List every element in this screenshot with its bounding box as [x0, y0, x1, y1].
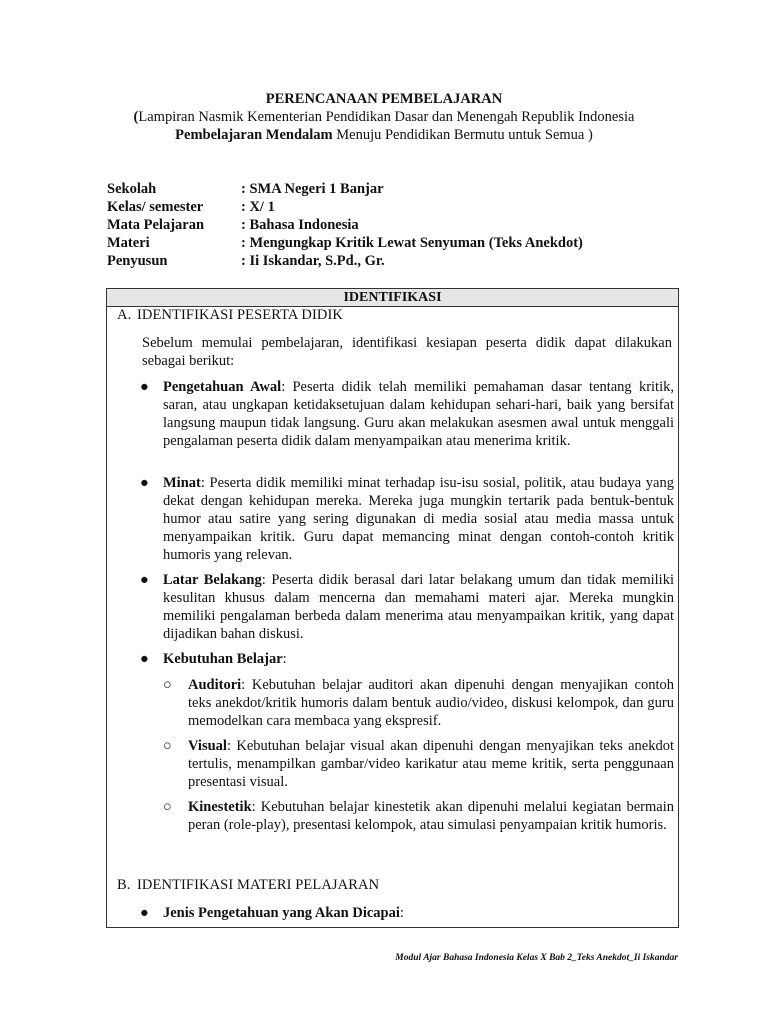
info-row-kelas: [107, 198, 707, 216]
info-value: : SMA Negeri 1 Banjar: [241, 181, 384, 197]
subbullet-text: : Kebutuhan belajar visual akan dipenuhi dengan menyajikan teks anekdot tertulis, menampilkan gambar/video karikatur atau meme kritik, serta penggunaan presentasi visual.: [188, 738, 674, 790]
sub-list-item: [163, 737, 674, 791]
sub-list-item: [163, 798, 674, 834]
document-subtitle-line2: [0, 127, 768, 144]
info-value: : Mengungkap Kritik Lewat Senyuman (Teks Anekdot): [241, 235, 583, 251]
bullet-text: :: [282, 651, 287, 667]
hollow-circle-bullet-icon: ○: [163, 738, 172, 754]
subtitle-line1-text: Lampiran Nasmik Kementerian Pendidikan Dasar dan Menengah Republik Indonesia: [138, 109, 635, 125]
filled-circle-bullet-icon: ●: [140, 572, 149, 588]
info-value: : Ii Iskandar, S.Pd., Gr.: [241, 253, 385, 269]
subtitle-bold-text: Pembelajaran Mendalam: [175, 127, 333, 143]
bullet-text: : Peserta didik berasal dari latar belakang umum dan tidak memiliki kesulitan khusus dalam mencerna dan memahami materi ajar. Mereka mungkin memiliki pengalaman berbeda dalam menerima atau menyampaikan kritik, yang dapat dijadikan bahan diskusi.: [163, 572, 674, 642]
subbullet-text: : Kebutuhan belajar kinestetik akan dipenuhi melalui kegiatan bermain peran (role-play), presentasi kelompok, atau simulasi penyampaian kritik humoris.: [188, 799, 674, 833]
bullet-term: Minat: [163, 475, 201, 491]
filled-circle-bullet-icon: ●: [140, 905, 149, 921]
filled-circle-bullet-icon: ●: [140, 379, 149, 395]
section-label: B.: [117, 877, 131, 893]
list-item: [140, 474, 674, 564]
intro-paragraph: Sebelum memulai pembelajaran, identifikasi kesiapan peserta didik dapat dilakukan sebagai berikut:: [142, 335, 672, 369]
subbullet-text: : Kebutuhan belajar auditori akan dipenuhi dengan menyajikan contoh teks anekdot/kritik humoris dalam bentuk audio/video, diskusi kelompok, dan guru memodelkan cara membaca yang ekspresif.: [188, 677, 674, 729]
info-value: : Bahasa Indonesia: [241, 217, 359, 233]
sub-list-item: [163, 676, 674, 730]
list-item: [140, 571, 674, 643]
filled-circle-bullet-icon: ●: [140, 475, 149, 491]
info-key: Penyusun: [107, 253, 168, 269]
bullet-text: : Peserta didik memiliki minat terhadap isu-isu sosial, politik, atau budaya yang dekat dengan kehidupan mereka. Mereka juga mungkin tertarik pada bentuk-bentuk humor atau satire yang sering digunakan di media sosial atau media massa untuk menyampaikan kritik. Guru dapat memancing minat dengan contoh-contoh kritik humoris yang relevan.: [163, 475, 674, 563]
bullet-text: :: [399, 905, 404, 921]
info-value: : X/ 1: [241, 199, 275, 215]
hollow-circle-bullet-icon: ○: [163, 677, 172, 693]
document-subtitle-line1: [0, 109, 768, 126]
info-row-sekolah: [107, 180, 707, 198]
bullet-term: Latar Belakang: [163, 572, 262, 588]
section-b-title: [117, 877, 379, 894]
bullet-term: Pengetahuan Awal: [163, 379, 282, 395]
info-table: [107, 180, 707, 270]
info-key: Kelas/ semester: [107, 199, 204, 215]
section-title-text: IDENTIFIKASI PESERTA DIDIK: [137, 307, 343, 323]
info-row-materi: [107, 234, 707, 252]
section-label: A.: [117, 307, 132, 323]
list-item: [140, 904, 674, 922]
info-row-penyusun: [107, 252, 707, 270]
list-item: [140, 650, 674, 668]
identifikasi-box: [106, 288, 679, 928]
subbullet-term: Visual: [188, 738, 227, 754]
page-footer: Modul Ajar Bahasa Indonesia Kelas X Bab 2_Teks Anekdot_Ii Iskandar: [395, 953, 678, 963]
subtitle-open-paren: (: [133, 109, 139, 125]
bullet-text: : Peserta didik telah memiliki pemahaman dasar tentang kritik, saran, atau ungkapan ketidaksetujuan dalam kehidupan sehari-hari, baik yang bersifat langsung maupun tidak langsung. Guru akan melakukan asesmen awal untuk menggali pengalaman peserta didik dalam menyampaikan atau menerima kritik.: [163, 379, 674, 449]
info-row-mapel: [107, 216, 707, 234]
document-title: PERENCANAAN PEMBELAJARAN: [265, 91, 503, 107]
list-item: [140, 378, 674, 450]
hollow-circle-bullet-icon: ○: [163, 799, 172, 815]
filled-circle-bullet-icon: ●: [140, 651, 149, 667]
info-key: Mata Pelajaran: [107, 217, 205, 233]
subbullet-term: Auditori: [188, 677, 242, 693]
info-key: Materi: [107, 235, 150, 251]
info-key: Sekolah: [107, 181, 157, 197]
subtitle-line2-text: Menuju Pendidikan Bermutu untuk Semua ): [332, 127, 593, 143]
section-a-title: [117, 307, 343, 324]
bullet-term: Jenis Pengetahuan yang Akan Dicapai: [163, 905, 400, 921]
box-header: IDENTIFIKASI: [107, 289, 678, 307]
bullet-term: Kebutuhan Belajar: [163, 651, 283, 667]
section-title-text: IDENTIFIKASI MATERI PELAJARAN: [137, 877, 380, 893]
subbullet-term: Kinestetik: [188, 799, 252, 815]
